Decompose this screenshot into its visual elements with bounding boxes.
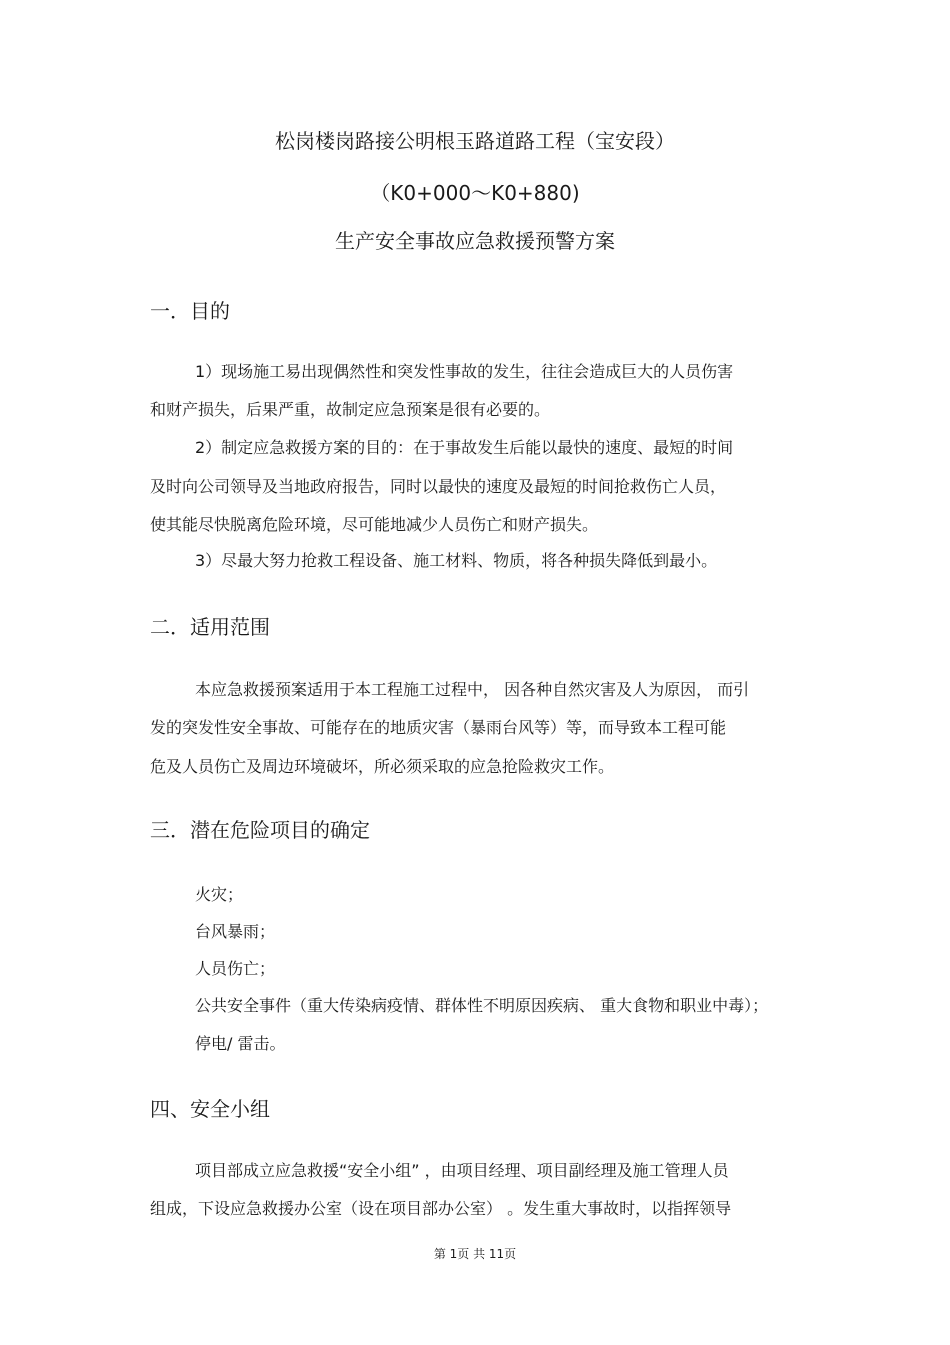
paragraph-line: 3）尽最大努力抢救工程设备、施工材料、物质，将各种损失降低到最小。 [195,551,718,570]
section-heading-scope: 二．适用范围 [150,615,270,639]
paragraph-line: 2）制定应急救援方案的目的：在于事故发生后能以最快的速度、最短的时间 [195,438,734,457]
page-number-footer: 第 1页 共 11页 [433,1247,517,1261]
paragraph-line: 本应急救援预案适用于本工程施工过程中， 因各种自然灾害及人为原因， 而引 [195,680,750,699]
paragraph-line: 使其能尽快脱离危险环境，尽可能地减少人员伤亡和财产损失。 [150,515,599,534]
paragraph-line: 发的突发性安全事故、可能存在的地质灾害（暴雨台风等）等，而导致本工程可能 [150,718,727,737]
list-item: 公共安全事件（重大传染病疫情、群体性不明原因疾病、 重大食物和职业中毒）； [195,996,769,1015]
paragraph-line: 和财产损失，后果严重，故制定应急预案是很有必要的。 [150,400,551,419]
document-title-line-1: 松岗楼岗路接公明根玉路道路工程（宝安段） [275,129,675,153]
document-title-line-2: （K0+000～K0+880) [370,181,580,205]
list-item: 人员伤亡； [195,959,276,978]
list-item: 台风暴雨； [195,922,276,941]
section-heading-safety-team: 四、安全小组 [150,1097,270,1121]
list-item: 火灾； [195,885,244,904]
list-item: 停电/ 雷击。 [195,1034,286,1053]
paragraph-line: 组成，下设应急救援办公室（设在项目部办公室） 。发生重大事故时，以指挥领导 [150,1199,732,1218]
section-heading-hazards: 三．潜在危险项目的确定 [150,818,370,842]
paragraph-line: 项目部成立应急救援“安全小组” ，由项目经理、项目副经理及施工管理人员 [195,1161,729,1180]
document-title-line-3: 生产安全事故应急救援预警方案 [335,229,615,253]
section-heading-purpose: 一．目的 [150,299,230,323]
paragraph-line: 及时向公司领导及当地政府报告，同时以最快的速度及最短的时间抢救伤亡人员， [150,477,727,496]
paragraph-line: 1）现场施工易出现偶然性和突发性事故的发生，往往会造成巨大的人员伤害 [195,362,734,381]
paragraph-line: 危及人员伤亡及周边环境破坏，所必须采取的应急抢险救灾工作。 [150,757,615,776]
